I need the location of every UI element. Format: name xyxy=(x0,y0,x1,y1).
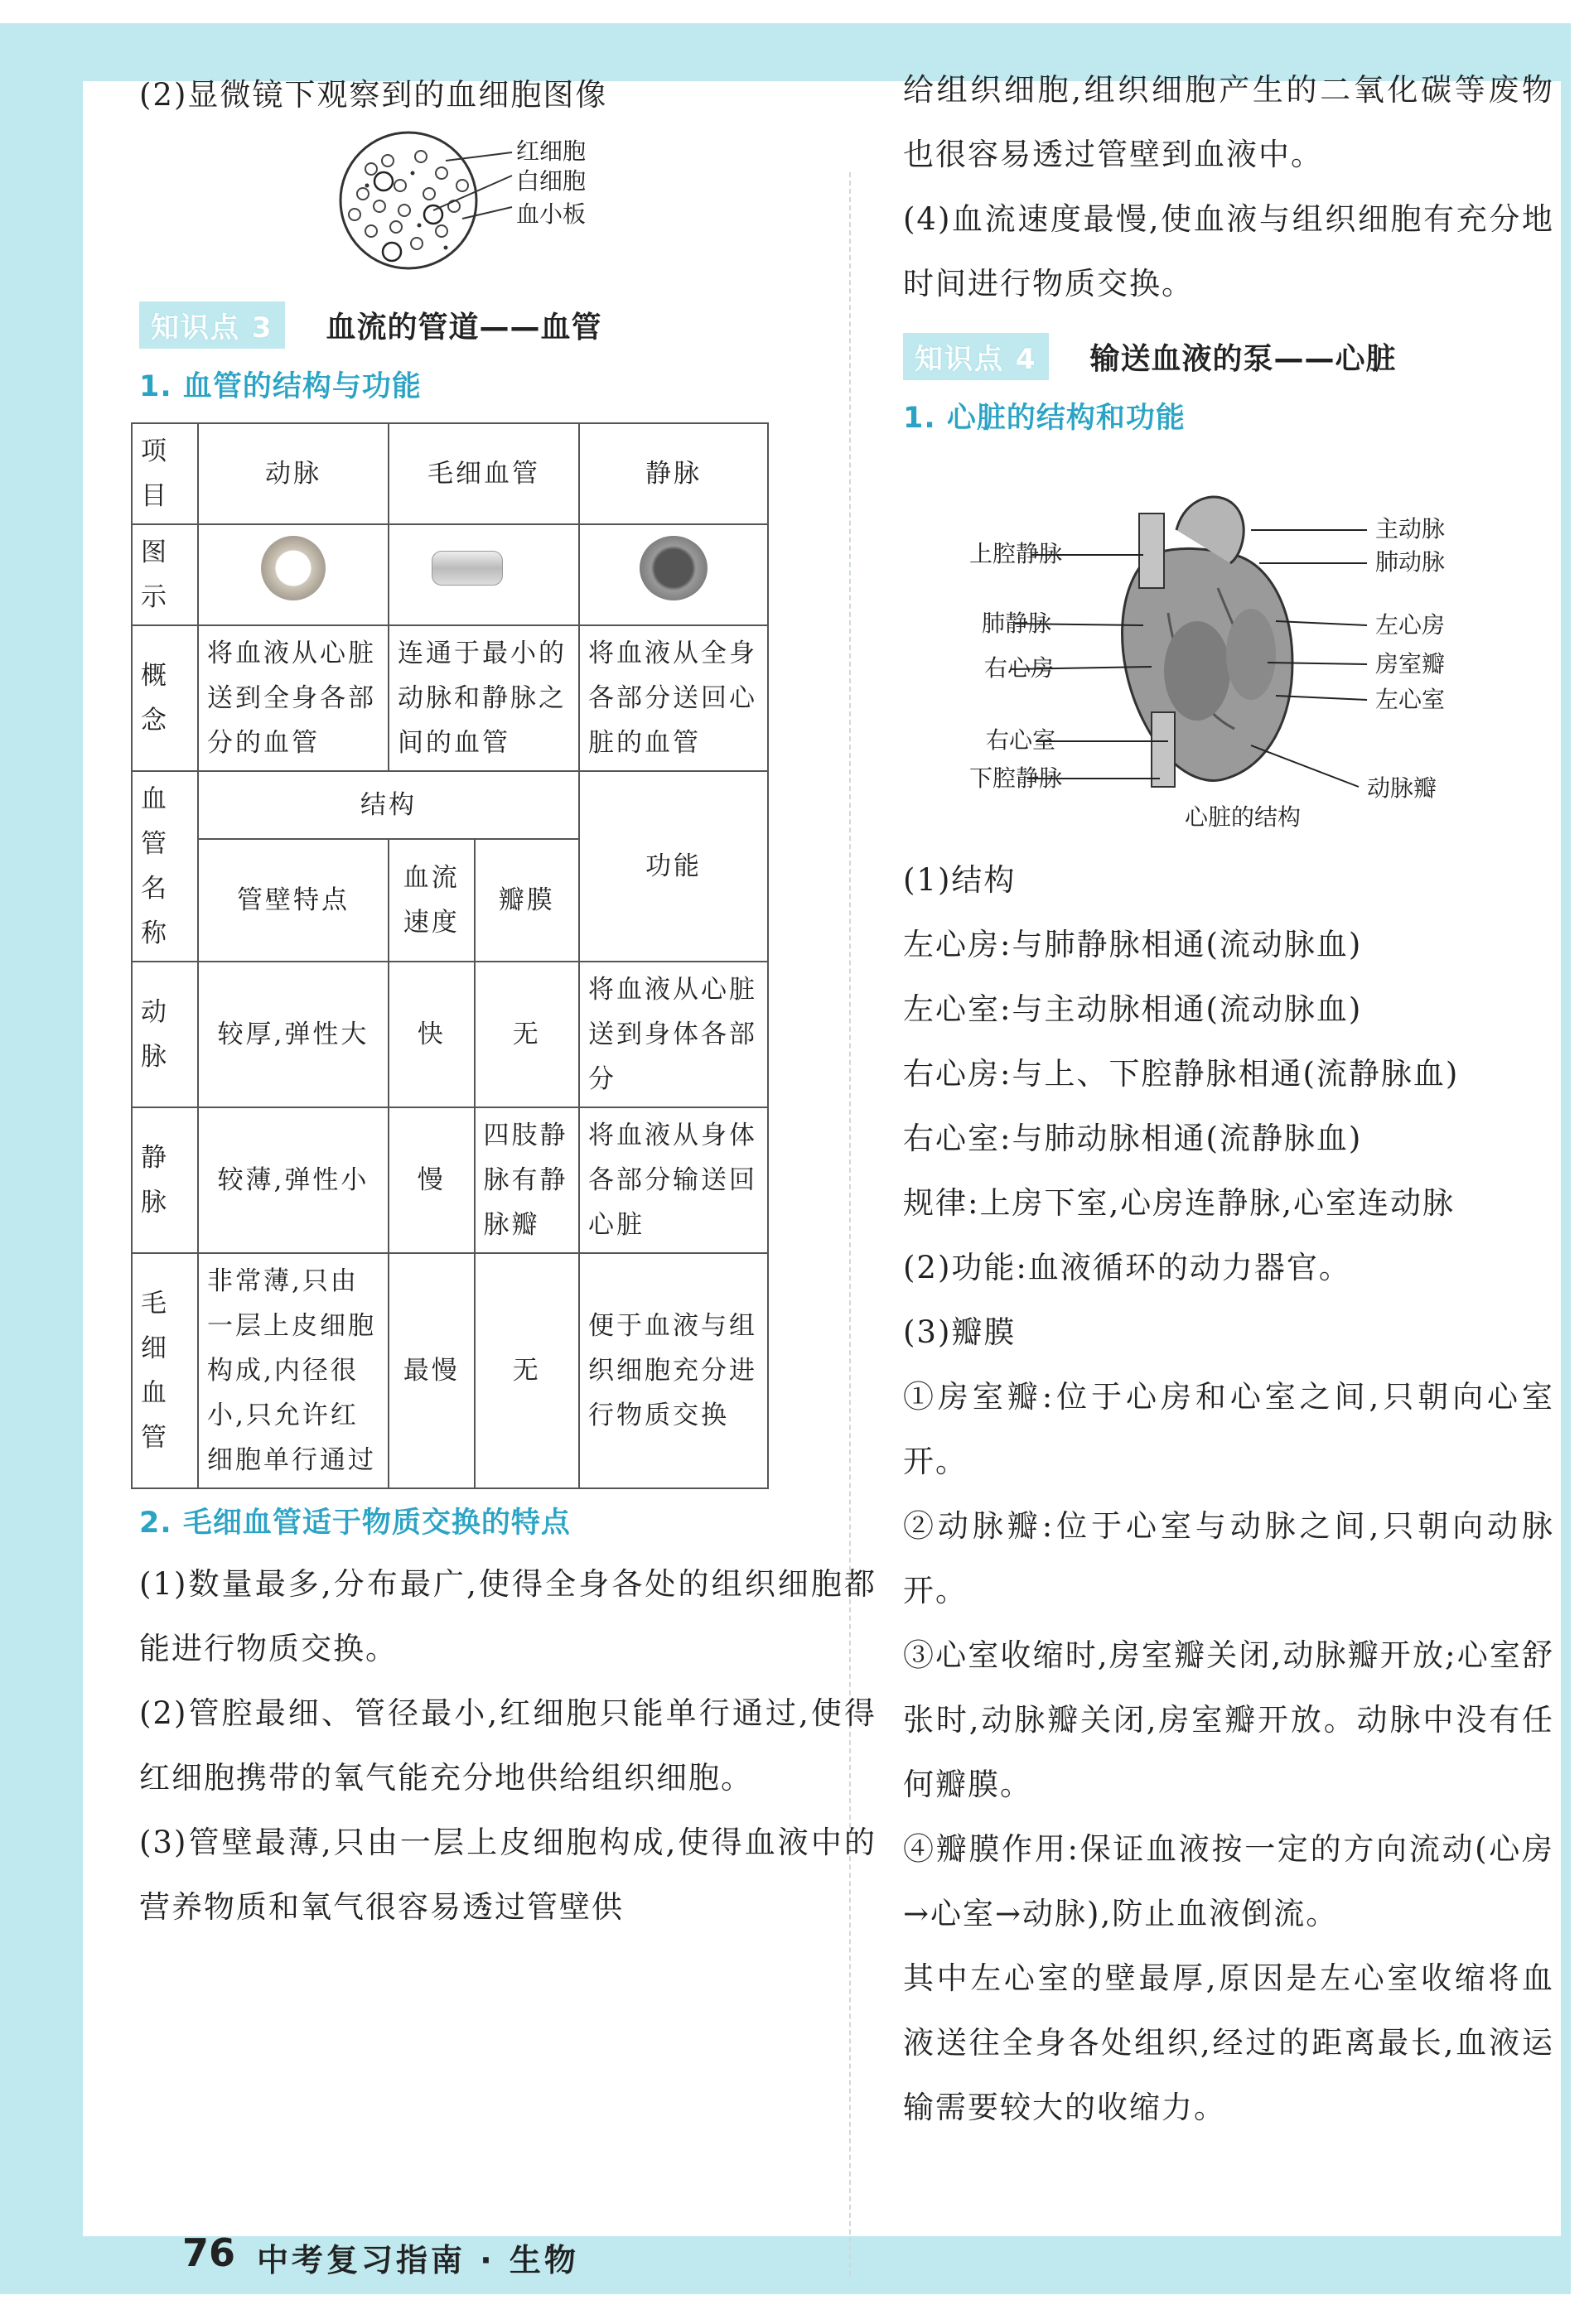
text-line: 左心房:与肺静脉相通(流动脉血) xyxy=(903,927,1363,962)
paragraph: 其中左心室的壁最厚,原因是左心室收缩将血液送往全身各处组织,经过的距离最长,血液运输需要较大的收缩力。 xyxy=(903,1960,1554,2125)
table-cell: 毛细血管 xyxy=(389,423,579,524)
table-cell: 管壁特点 xyxy=(198,839,389,962)
artery-image-cell xyxy=(198,524,389,625)
text-line: 左心室:与主动脉相通(流动脉血) xyxy=(903,991,1363,1027)
paragraph: ④瓣膜作用:保证血液按一定的方向流动(心房→心室→动脉),防止血液倒流。 xyxy=(903,1831,1554,1931)
table-cell: 图示 xyxy=(132,524,198,625)
table-row xyxy=(132,771,768,839)
heart-label-pulmonary-artery: 肺动脉 xyxy=(1375,548,1446,576)
table-cell: 将血液从身体各部分输送回心脏 xyxy=(579,1107,768,1253)
table-cell: 项目 xyxy=(132,423,198,524)
kp3-badge: 知识点 3 xyxy=(139,301,285,349)
paragraph: 给组织细胞,组织细胞产生的二氧化碳等废物也很容易透过管壁到血液中。 xyxy=(903,72,1554,172)
table-cell: 非常薄,只由一层上皮细胞构成,内径很小,只允许红细胞单行通过 xyxy=(198,1253,389,1488)
paragraph: (3)管壁最薄,只由一层上皮细胞构成,使得血液中的营养物质和氧气很容易透过管壁供 xyxy=(139,1825,877,1925)
vein-image-cell xyxy=(579,524,768,625)
label-red-blood-cell: 红细胞 xyxy=(516,137,587,165)
paragraph: ①房室瓣:位于心房和心室之间,只朝向心室开。 xyxy=(903,1379,1554,1479)
heart-label-left-atrium: 左心房 xyxy=(1375,611,1446,639)
label-platelet: 血小板 xyxy=(516,200,587,228)
table-cell: 连通于最小的动脉和静脉之间的血管 xyxy=(389,625,579,771)
section-1-title: 1. 血管的结构与功能 xyxy=(139,370,422,403)
heart-label-right-atrium: 右心房 xyxy=(984,654,1055,682)
left-column xyxy=(139,77,877,1940)
text-line: 右心房:与上、下腔静脉相通(流静脉血) xyxy=(903,1056,1460,1092)
capillary-image-cell xyxy=(389,524,579,625)
table-row xyxy=(132,1253,768,1488)
text-line: (3)瓣膜 xyxy=(903,1314,1017,1350)
right-column xyxy=(903,72,1554,2140)
paragraph: (2)管腔最细、管径最小,红细胞只能单行通过,使得红细胞携带的氧气能充分地供给组织细胞。 xyxy=(139,1695,877,1796)
knowledge-point-3 xyxy=(139,300,877,350)
vessel-table xyxy=(131,422,769,1489)
table-cell: 动脉 xyxy=(198,423,389,524)
table-row xyxy=(132,423,768,524)
table-cell: 较厚,弹性大 xyxy=(198,962,389,1107)
table-cell: 功能 xyxy=(579,771,768,962)
table-cell: 动脉 xyxy=(132,962,198,1107)
heart-label-superior-vena-cava: 上腔静脉 xyxy=(969,540,1063,567)
page xyxy=(83,72,1561,2278)
table-cell: 结构 xyxy=(198,771,579,839)
section-2-title: 2. 毛细血管适于物质交换的特点 xyxy=(139,1507,571,1540)
paragraph: (1)数量最多,分布最广,使得全身各处的组织细胞都能进行物质交换。 xyxy=(139,1566,877,1666)
table-cell: 毛细血管 xyxy=(132,1253,198,1488)
paragraph: ②动脉瓣:位于心室与动脉之间,只朝向动脉开。 xyxy=(903,1508,1554,1608)
left-color-band xyxy=(0,23,83,2294)
table-cell: 无 xyxy=(475,962,580,1107)
table-cell: 较薄,弹性小 xyxy=(198,1107,389,1253)
text-line: (2)功能:血液循环的动力器官。 xyxy=(903,1250,1351,1285)
table-cell: 将血液从全身各部分送回心脏的血管 xyxy=(579,625,768,771)
text-line: (1)结构 xyxy=(903,862,1017,898)
table-row xyxy=(132,962,768,1107)
right-color-band xyxy=(1561,23,1571,2294)
heart-label-pulmonary-vein: 肺静脉 xyxy=(982,610,1052,637)
heart-figure xyxy=(903,447,1554,837)
table-cell: 便于血液与组织细胞充分进行物质交换 xyxy=(579,1253,768,1488)
table-row xyxy=(132,524,768,625)
heart-label-av-valve: 房室瓣 xyxy=(1375,650,1446,677)
heart-label-aorta: 主动脉 xyxy=(1375,515,1446,542)
paragraph: ③心室收缩时,房室瓣关闭,动脉瓣开放;心室舒张时,动脉瓣关闭,房室瓣开放。动脉中没有任何瓣膜。 xyxy=(903,1637,1554,1802)
text-line: 规律:上房下室,心房连静脉,心室连动脉 xyxy=(903,1185,1455,1221)
heart-label-left-ventricle: 左心室 xyxy=(1375,686,1446,713)
kp4-badge: 知识点 4 xyxy=(903,333,1049,380)
knowledge-point-4 xyxy=(903,331,1554,381)
table-cell: 概念 xyxy=(132,625,198,771)
table-cell: 将血液从心脏送到全身各部分的血管 xyxy=(198,625,389,771)
table-cell: 将血液从心脏送到身体各部分 xyxy=(579,962,768,1107)
kp4-title: 输送血液的泵——心脏 xyxy=(1089,341,1397,376)
paragraph: (4)血流速度最慢,使血液与组织细胞有充分地时间进行物质交换。 xyxy=(903,201,1554,301)
blood-cell-figure xyxy=(139,128,877,285)
heart-caption: 心脏的结构 xyxy=(1185,803,1302,831)
table-cell: 最慢 xyxy=(389,1253,475,1488)
table-cell: 四肢静脉有静脉瓣 xyxy=(475,1107,580,1253)
table-cell: 血流速度 xyxy=(389,839,475,962)
heart-section-title: 1. 心脏的结构和功能 xyxy=(903,402,1186,435)
table-row xyxy=(132,1107,768,1253)
heart-label-right-ventricle: 右心室 xyxy=(986,726,1056,754)
heart-label-semilunar-valve: 动脉瓣 xyxy=(1367,774,1437,802)
artery-cross-section-icon xyxy=(261,536,326,600)
table-cell: 静脉 xyxy=(579,423,768,524)
table-cell: 无 xyxy=(475,1253,580,1488)
table-cell: 静脉 xyxy=(132,1107,198,1253)
kp3-title: 血流的管道——血管 xyxy=(326,310,602,345)
heart-structure-list xyxy=(903,848,1554,1365)
label-white-blood-cell: 白细胞 xyxy=(516,167,587,195)
heart-label-inferior-vena-cava: 下腔静脉 xyxy=(969,764,1063,792)
page-number: 76 xyxy=(182,2230,236,2275)
table-cell: 血管名称 xyxy=(132,771,198,962)
text-line: 右心室:与肺动脉相通(流静脉血) xyxy=(903,1121,1363,1156)
micro-caption: (2)显微镜下观察到的血细胞图像 xyxy=(139,77,608,113)
capillary-tube-icon xyxy=(432,551,503,586)
table-cell: 慢 xyxy=(389,1107,475,1253)
book-title: 中考复习指南 · 生物 xyxy=(257,2242,579,2278)
table-cell: 快 xyxy=(389,962,475,1107)
vein-cross-section-icon xyxy=(640,536,708,600)
table-row xyxy=(132,625,768,771)
table-cell: 瓣膜 xyxy=(475,839,580,962)
